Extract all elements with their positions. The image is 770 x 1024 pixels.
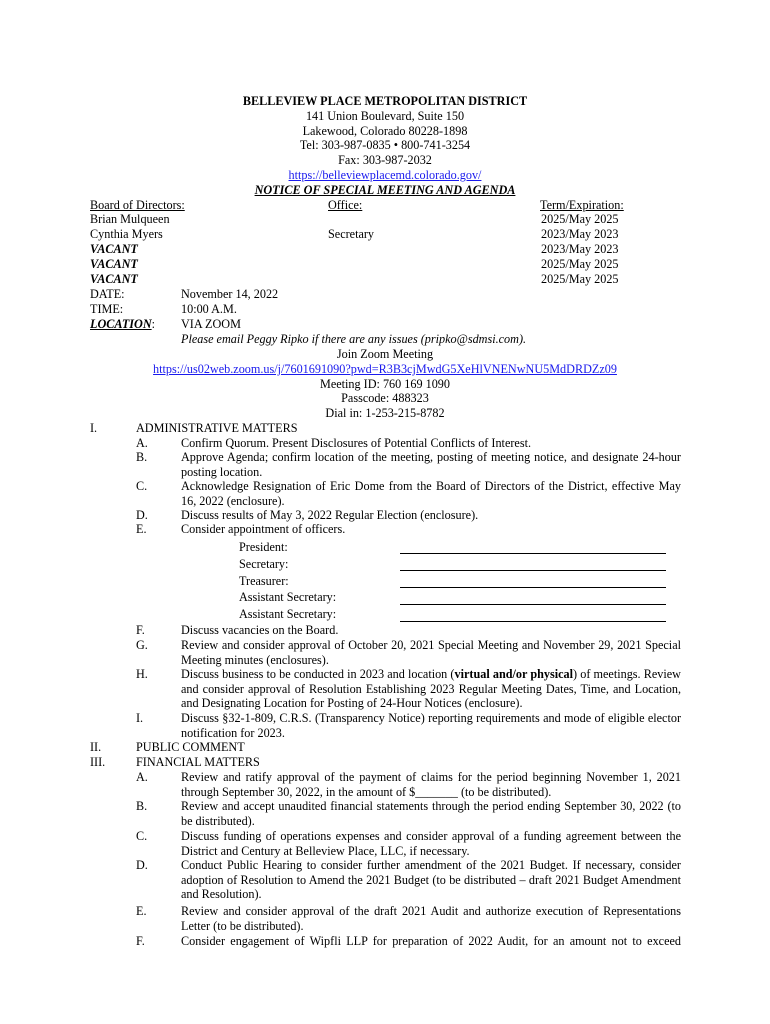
join-zoom-label: Join Zoom Meeting bbox=[336, 347, 434, 361]
item-h-text-pre: Discuss business to be conducted in 2023 and location ( bbox=[181, 667, 455, 681]
item-letter: E. bbox=[136, 904, 147, 918]
board-member-name: Cynthia Myers bbox=[90, 227, 163, 241]
location-colon: : bbox=[151, 317, 156, 331]
agenda-item-text: Confirm Quorum. Present Disclosures of Potential Conflicts of Interest. bbox=[181, 436, 531, 450]
officer-label: Assistant Secretary: bbox=[239, 607, 337, 621]
meeting-id: Meeting ID: 760 169 1090 bbox=[320, 377, 450, 391]
dial-in: Dial in: 1-253-215-8782 bbox=[325, 406, 445, 420]
item-letter: D. bbox=[136, 858, 148, 872]
email-note: Please email Peggy Ripko if there are any issues (pripko@sdmsi.com). bbox=[181, 332, 527, 346]
office-header: Office: bbox=[328, 198, 363, 212]
agenda-item-text: Review and consider approval of the draft 2021 Audit and authorize execution of Representations Letter (to be distributed). bbox=[181, 904, 681, 933]
agenda-item-text: Review and ratify approval of the payment of claims for the period beginning November 1, 2021 through September 30, 2022, in the amount of $_______ (to be distributed). bbox=[181, 770, 681, 799]
agenda-item-text: Consider appointment of officers. bbox=[181, 522, 346, 536]
agenda-item-text bbox=[181, 667, 681, 711]
agenda-item-text: Approve Agenda; confirm location of the meeting, posting of meeting notice, and designate 24-hour posting location. bbox=[181, 450, 681, 479]
agenda-item-text: Acknowledge Resignation of Eric Dome from the Board of Directors of the District, effective May 16, 2022 (enclosure). bbox=[181, 479, 681, 508]
item-letter: H. bbox=[136, 667, 148, 681]
signature-line[interactable] bbox=[400, 552, 666, 554]
phone-line: Tel: 303-987-0835 • 800-741-3254 bbox=[299, 138, 471, 152]
section-number: I. bbox=[90, 421, 98, 435]
board-member-term: 2025/May 2025 bbox=[541, 257, 619, 271]
term-header: Term/Expiration: bbox=[540, 198, 624, 212]
signature-line[interactable] bbox=[400, 620, 666, 622]
board-member-term: 2025/May 2025 bbox=[541, 212, 619, 226]
date-label: DATE: bbox=[90, 287, 125, 301]
item-letter: I. bbox=[136, 711, 144, 725]
agenda-item-text: Review and accept unaudited financial statements through the period ending September 30, 2022 (to be distributed). bbox=[181, 799, 681, 828]
board-member-office: Secretary bbox=[328, 227, 375, 241]
agenda-item-text: Discuss funding of operations expenses and consider approval of a funding agreement between the District and Century at Belleview Place, LLC, if necessary. bbox=[181, 829, 681, 858]
agenda-item-text: Discuss results of May 3, 2022 Regular Election (enclosure). bbox=[181, 508, 479, 522]
item-letter: C. bbox=[136, 829, 148, 843]
section-number: II. bbox=[90, 740, 102, 754]
board-member-name: VACANT bbox=[90, 257, 138, 271]
time-label: TIME: bbox=[90, 302, 124, 316]
agenda-item-text: Conduct Public Hearing to consider further amendment of the 2021 Budget. If necessary, consider adoption of Resolution to Amend the 2021 Budget (to be distributed – draft 2021 Budget Amendment and Resolution). bbox=[181, 858, 681, 902]
agenda-item-text: Review and consider approval of October 20, 2021 Special Meeting and November 29, 2021 Special Meeting minutes (enclosures). bbox=[181, 638, 681, 667]
item-letter: A. bbox=[136, 436, 148, 450]
board-member-term: 2023/May 2023 bbox=[541, 242, 619, 256]
district-name: BELLEVIEW PLACE METROPOLITAN DISTRICT bbox=[242, 94, 528, 108]
section-title: ADMINISTRATIVE MATTERS bbox=[136, 421, 298, 435]
section-number: III. bbox=[90, 755, 106, 769]
location-label: LOCATION bbox=[90, 317, 152, 331]
agenda-item-text: Discuss vacancies on the Board. bbox=[181, 623, 339, 637]
item-letter: A. bbox=[136, 770, 148, 784]
board-member-term: 2023/May 2023 bbox=[541, 227, 619, 241]
address-line-2: Lakewood, Colorado 80228-1898 bbox=[302, 124, 468, 138]
item-letter: F. bbox=[136, 934, 145, 948]
fax-line: Fax: 303-987-2032 bbox=[338, 153, 432, 167]
officer-label: Assistant Secretary: bbox=[239, 590, 337, 604]
zoom-link[interactable]: https://us02web.zoom.us/j/7601691090?pwd=R3B3cjMwdG5XeHlVNENwNU5MdDRDZz09 bbox=[153, 362, 617, 376]
location-value: VIA ZOOM bbox=[181, 317, 241, 331]
address-line-1: 141 Union Boulevard, Suite 150 bbox=[305, 109, 465, 123]
item-letter: C. bbox=[136, 479, 148, 493]
agenda-item-text: Discuss §32-1-809, C.R.S. (Transparency Notice) reporting requirements and mode of eligible elector notification for 2023. bbox=[181, 711, 681, 740]
board-member-name: Brian Mulqueen bbox=[90, 212, 170, 226]
agenda-item-text: Consider engagement of Wipfli LLP for preparation of 2022 Audit, for an amount not to exceed bbox=[181, 934, 681, 948]
board-header: Board of Directors: bbox=[90, 198, 185, 212]
signature-line[interactable] bbox=[400, 586, 666, 588]
item-h-text-bold: virtual and/or physical bbox=[454, 667, 574, 681]
signature-line[interactable] bbox=[400, 569, 666, 571]
website-link[interactable]: https://belleviewplacemd.colorado.gov/ bbox=[288, 168, 482, 182]
board-member-name: VACANT bbox=[90, 272, 138, 286]
board-member-term: 2025/May 2025 bbox=[541, 272, 619, 286]
item-letter: B. bbox=[136, 799, 148, 813]
item-letter: B. bbox=[136, 450, 148, 464]
time-value: 10:00 A.M. bbox=[181, 302, 237, 316]
passcode: Passcode: 488323 bbox=[341, 391, 429, 405]
notice-title: NOTICE OF SPECIAL MEETING AND AGENDA bbox=[254, 183, 516, 197]
section-title: PUBLIC COMMENT bbox=[136, 740, 245, 754]
board-member-name: VACANT bbox=[90, 242, 138, 256]
item-letter: G. bbox=[136, 638, 148, 652]
officer-label: Treasurer: bbox=[239, 574, 289, 588]
item-letter: E. bbox=[136, 522, 147, 536]
officer-label: Secretary: bbox=[239, 557, 289, 571]
date-value: November 14, 2022 bbox=[181, 287, 279, 301]
signature-line[interactable] bbox=[400, 603, 666, 605]
item-letter: F. bbox=[136, 623, 145, 637]
item-h-text-post: ) of meetings. Review and consider approval of Resolution Establishing 2023 Regular Meeting Dates, Time, and Location, and Designating Location for Posting of 24-Hour Notices (enclosure). bbox=[181, 667, 681, 711]
item-letter: D. bbox=[136, 508, 148, 522]
officer-label: President: bbox=[239, 540, 288, 554]
section-title: FINANCIAL MATTERS bbox=[136, 755, 260, 769]
